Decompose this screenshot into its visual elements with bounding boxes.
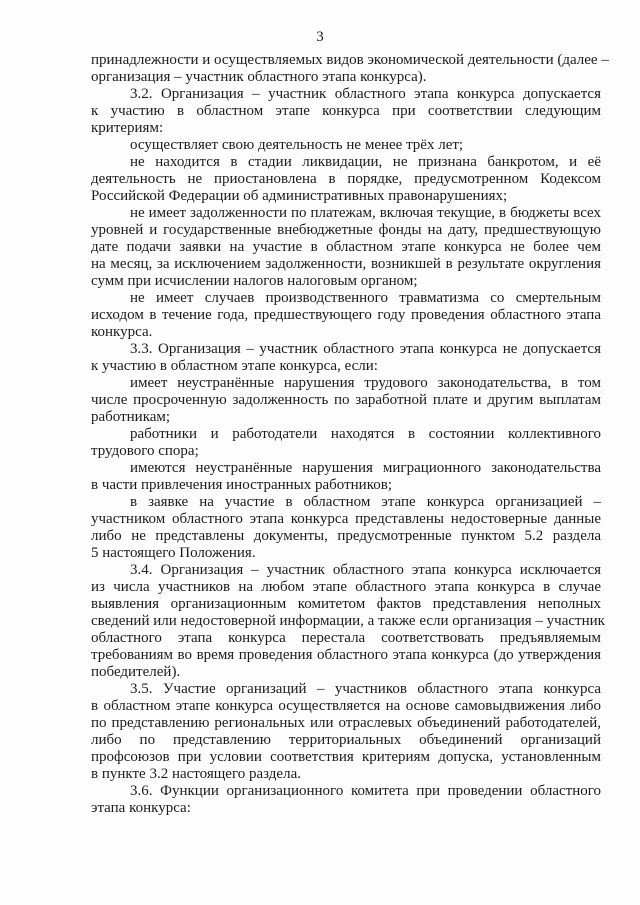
text-line: числе просроченную задолженность по заработной плате и другим выплатам [91, 392, 601, 408]
text-line: в заявке на участие в областном этапе конкурса организацией – [130, 494, 601, 510]
text-line: 5 настоящего Положения. [91, 545, 256, 561]
text-line: либо не представлены документы, предусмотренные пунктом 5.2 раздела [91, 528, 601, 544]
text-line: победителей). [91, 664, 181, 680]
text-line: 3.6. Функции организационного комитета при проведении областного [130, 783, 601, 799]
text-line: в областном этапе конкурса осуществляется на основе самовыдвижения либо [91, 698, 601, 714]
text-line: не имеет задолженности по платежам, включая текущие, в бюджеты всех [130, 205, 601, 221]
text-line: к участию в областном этапе конкурса, если: [91, 358, 378, 374]
text-line: имеет неустранённые нарушения трудового законодательства, в том [130, 375, 601, 391]
text-line: Российской Федерации об административных правонарушениях; [91, 188, 508, 204]
text-line: осуществляет свою деятельность не менее трёх лет; [130, 137, 464, 153]
text-line: из числа участников на любом этапе областного этапа конкурса в случае [91, 579, 601, 595]
text-line: работникам; [91, 409, 171, 425]
text-line: 3.5. Участие организаций – участников областного этапа конкурса [130, 681, 601, 697]
document-body [91, 52, 609, 817]
text-line: дате подачи заявки на участие в областном этапе конкурса не более чем [91, 239, 601, 255]
text-line: принадлежности и осуществляемых видов экономической деятельности (далее – [91, 52, 609, 68]
text-line: сумм при исчислении налогов налоговым органом; [91, 273, 418, 289]
text-line: уровней и государственные внебюджетные фонды на дату, предшествующую [91, 222, 601, 238]
text-line: имеются неустранённые нарушения миграционного законодательства [130, 460, 601, 476]
text-line: не находится в стадии ликвидации, не признана банкротом, и её [130, 154, 601, 170]
text-line: конкурса. [91, 324, 153, 340]
text-line: 3.3. Организация – участник областного этапа конкурса не допускается [130, 341, 601, 357]
text-line: либо по представлению территориальных объединений организаций [91, 732, 601, 748]
page-number: 3 [316, 29, 324, 45]
text-line: этапа конкурса: [91, 800, 191, 816]
text-line: исходом в течение года, предшествующего году проведения областного этапа [91, 307, 601, 323]
text-line: в пункте 3.2 настоящего раздела. [91, 766, 301, 782]
text-line: выявления организационным комитетом фактов представления неполных [91, 596, 601, 612]
text-line: критериям: [91, 120, 164, 136]
text-line: по представлению региональных или отраслевых объединений работодателей, [91, 715, 601, 731]
text-line: 3.4. Организация – участник областного этапа конкурса исключается [130, 562, 601, 578]
text-line: к участию в областном этапе конкурса при соответствии следующим [91, 103, 601, 119]
text-line: требованиям во время проведения областного этапа конкурса (до утверждения [91, 647, 601, 663]
text-line: на месяц, за исключением задолженности, возникшей в результате округления [91, 256, 601, 272]
text-line: в части привлечения иностранных работников; [91, 477, 392, 493]
text-line: деятельность не приостановлена в порядке, предусмотренном Кодексом [91, 171, 601, 187]
text-line: 3.2. Организация – участник областного этапа конкурса допускается [130, 86, 601, 102]
text-line: не имеет случаев производственного травматизма со смертельным [130, 290, 601, 306]
text-line: участником областного этапа конкурса представлены недостоверные данные [91, 511, 601, 527]
text-line: работники и работодатели находятся в состоянии коллективного [130, 426, 601, 442]
text-line: профсоюзов при условии соответствия критериям допуска, установленным [91, 749, 601, 765]
text-line: организация – участник областного этапа конкурса). [91, 69, 427, 85]
text-line: областного этапа конкурса перестала соответствовать предъявляемым [91, 630, 601, 646]
text-line: сведений или недостоверной информации, а также если организация – участник [91, 613, 605, 629]
text-line: трудового спора; [91, 443, 199, 459]
